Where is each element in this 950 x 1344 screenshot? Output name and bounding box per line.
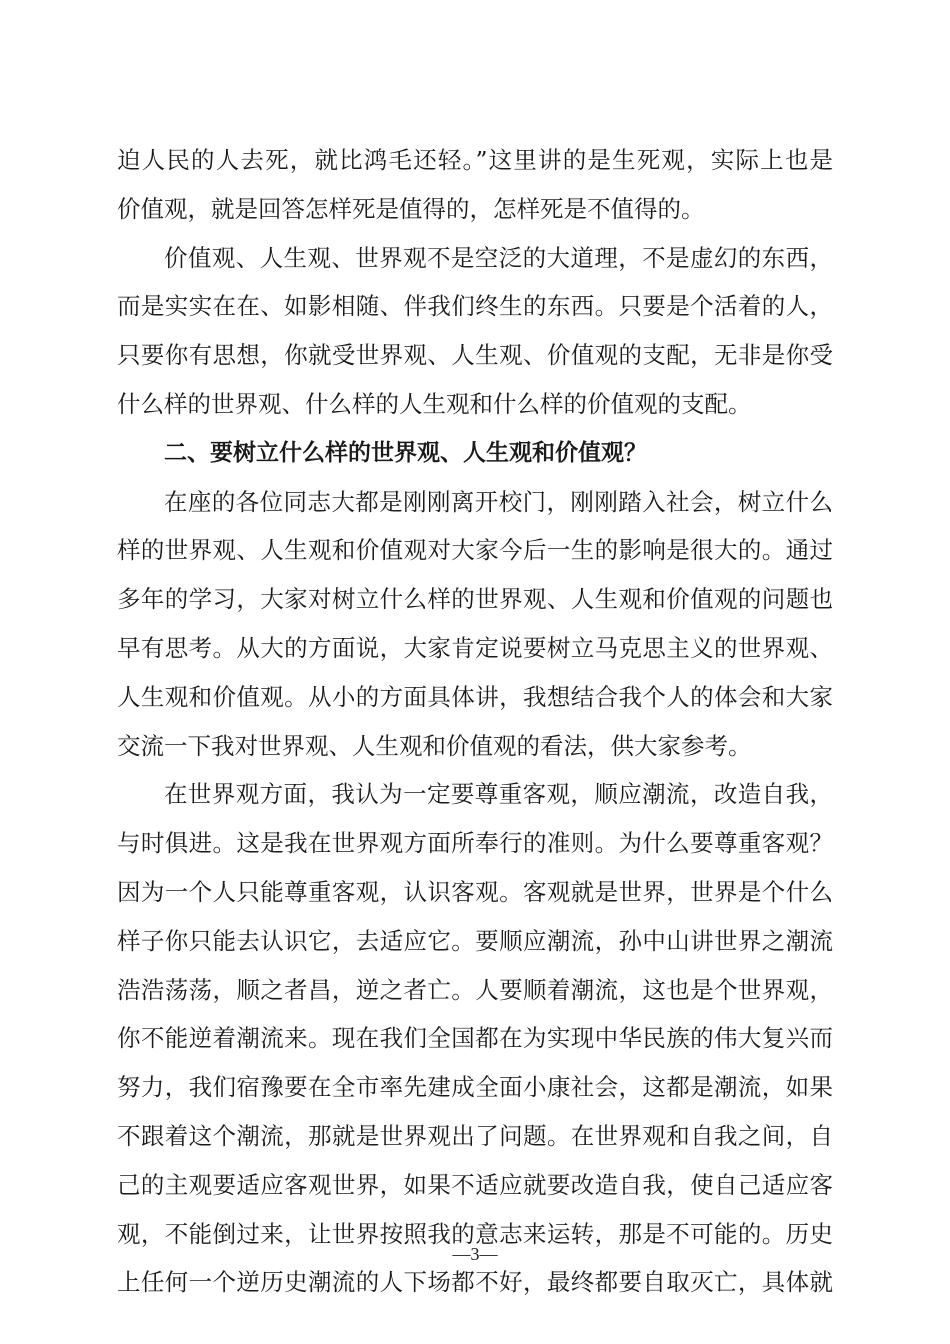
- text-line: 迫人民的人去死，就比鸿毛还轻。”这里讲的是生死观，实际上也是: [117, 146, 833, 174]
- text-line: 什么样的世界观、什么样的人生观和什么样的价值观的支配。: [117, 389, 752, 418]
- text-line: 在世界观方面，我认为一定要尊重客观，顺应潮流，改造自我，: [164, 780, 833, 809]
- text-line: 观，不能倒过来，让世界按照我的意志来运转，那是不可能的。历史: [117, 1219, 833, 1248]
- text-line: 多年的学习，大家对树立什么样的世界观、人生观和价值观的问题也: [117, 585, 833, 614]
- text-line: 上任何一个逆历史潮流的人下场都不好，最终都要自取灭亡，具体就: [117, 1268, 833, 1297]
- text-line: 你不能逆着潮流来。现在我们全国都在为实现中华民族的伟大复兴而: [117, 1024, 833, 1053]
- text-line: 与时俱进。这是我在世界观方面所奉行的准则。为什么要尊重客观？: [117, 829, 833, 858]
- text-line: 浩浩荡荡，顺之者昌，逆之者亡。人要顺着潮流，这也是个世界观，: [117, 975, 833, 1004]
- text-line: 只要你有思想，你就受世界观、人生观、价值观的支配，无非是你受: [117, 341, 833, 370]
- text-line: 不跟着这个潮流，那就是世界观出了问题。在世界观和自我之间，自: [117, 1121, 833, 1150]
- document-body: [117, 136, 833, 1307]
- text-line: 在座的各位同志大都是刚刚离开校门，刚刚踏入社会，树立什么: [164, 487, 833, 516]
- section-heading: 二、要树立什么样的世界观、人生观和价值观？: [164, 439, 647, 466]
- text-line: 价值观，就是回答怎样死是值得的，怎样死是不值得的。: [117, 194, 705, 223]
- text-line: 早有思考。从大的方面说，大家肯定说要树立马克思主义的世界观、: [117, 633, 833, 662]
- page-number: —3—: [452, 1244, 498, 1264]
- text-line: 样子你只能去认识它，去适应它。要顺应潮流，孙中山讲世界之潮流: [117, 926, 833, 955]
- text-line: 己的主观要适应客观世界，如果不适应就要改造自我，使自己适应客: [117, 1170, 833, 1199]
- text-line: 样的世界观、人生观和价值观对大家今后一生的影响是很大的。通过: [117, 536, 833, 565]
- text-line: 而是实实在在、如影相随、伴我们终生的东西。只要是个活着的人，: [117, 292, 833, 321]
- text-line: 努力，我们宿豫要在全市率先建成全面小康社会，这都是潮流，如果: [117, 1073, 833, 1102]
- text-line: 交流一下我对世界观、人生观和价值观的看法，供大家参考。: [117, 731, 752, 760]
- text-line: 因为一个人只能尊重客观，认识客观。客观就是世界，世界是个什么: [117, 877, 833, 906]
- text-line: 人生观和价值观。从小的方面具体讲，我想结合我个人的体会和大家: [117, 682, 833, 711]
- text-line: 价值观、人生观、世界观不是空泛的大道理，不是虚幻的东西，: [164, 243, 833, 272]
